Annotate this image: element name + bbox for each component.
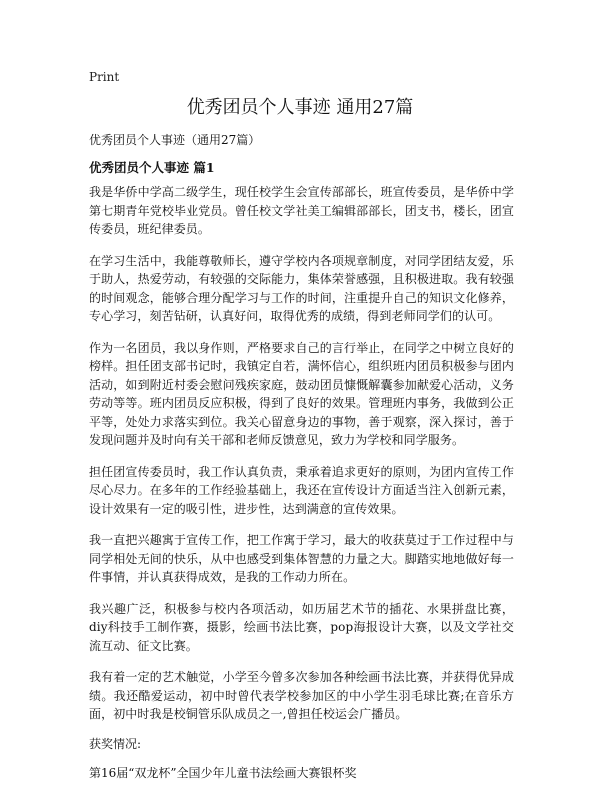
document-subtitle: 优秀团员个人事迹（通用27篇） (89, 133, 261, 147)
awards-label: 获奖情况: (89, 736, 142, 751)
section-heading: 优秀团员个人事迹 篇1 (89, 160, 215, 175)
paragraph-activities: 我兴趣广泛，积极参与校内各项活动，如历届艺术节的插花、水果拼盘比赛，diy科技手工制作赛，摄影，绘画书法比赛，pop海报设计大赛，以及文学社交流互动、征文比赛。 (89, 601, 514, 653)
paragraph-publicity-role: 担任团宣传委员时，我工作认真负责，秉承着追求更好的原则，为团内宣传工作尽心尽力。在多年的工作经验基础上，我还在宣传设计方面适当注入创新元素，设计效果有一定的吸引性，进步性，达到满意的宣传效果。 (89, 464, 514, 516)
paragraph-intro: 我是华侨中学高二级学生，现任校学生会宣传部部长，班宣传委员，是华侨中学第七期青年党校毕业党员。曾任校文学社美工编辑部部长，团支书，楼长，团宣传委员，班纪律委员。 (89, 185, 514, 236)
paragraph-arts-sports: 我有着一定的艺术触觉，小学至今曾多次参加各种绘画书法比赛，并获得优异成绩。我还酷爱运动，初中时曾代表学校参加区的中小学生羽毛球比赛;在音乐方面，初中时我是校铜管乐队成员之一,曾担任校运会广播员。 (89, 670, 514, 721)
print-link[interactable]: Print (89, 70, 120, 84)
award-item: 第16届“双龙杯”全国少年儿童书法绘画大赛银杯奖 (89, 766, 357, 780)
paragraph-study-life: 在学习生活中，我能尊敬师长，遵守学校内各项规章制度，对同学团结友爱，乐于助人，热爱劳动，有较强的交际能力，集体荣誉感强，且积极进取。我有较强的时间观念，能够合理分配学习与工作的时间，注重提升自己的知识文化修养，专心学习，刻苦钻研，认真好问，取得优秀的成绩，得到老师同学们的认可。 (89, 253, 514, 323)
document-title: 优秀团员个人事迹 通用27篇 (186, 97, 414, 118)
article-body (89, 183, 514, 794)
paragraph-league-member: 作为一名团员，我以身作则，严格要求自己的言行举止，在同学之中树立良好的榜样。担任团支部书记时，我镇定自若，满怀信心，组织班内团员积极参与团内活动，如到附近村委会慰问残疾家庭，鼓动团员慷慨解囊参加献爱心活动，义务劳动等等。班内团员反应积极，得到了良好的效果。管理班内事务，我做到公正平等，处处力求落实到位。我关心留意身边的事物，善于观察，深入探讨，善于发现问题并及时向有关干部和老师反馈意见，致力为学校和同学服务。 (89, 340, 514, 447)
paragraph-interest-work: 我一直把兴趣寓于宣传工作，把工作寓于学习，最大的收获莫过于工作过程中与同学相处无间的快乐，从中也感受到集体智慧的力量之大。脚踏实地地做好每一件事情，并认真获得成效，是我的工作动力所在。 (89, 533, 514, 584)
